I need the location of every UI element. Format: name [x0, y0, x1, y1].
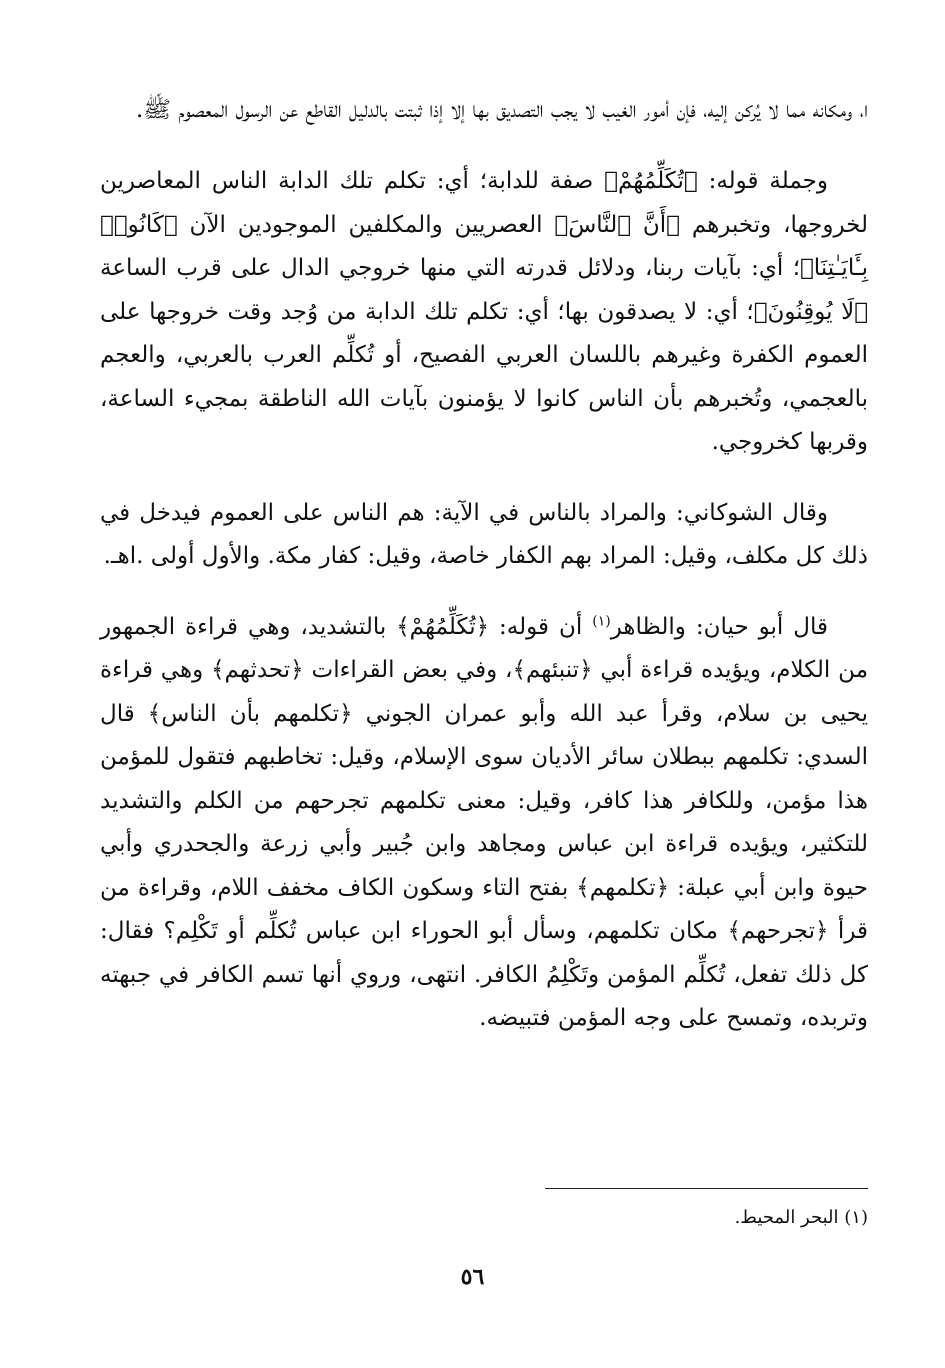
paragraph-1	[100, 88, 868, 133]
paragraph-3-line-1: وقال الشوكاني: والمراد بالناس في الآية: هم الناس على العموم فيدخل	[139, 499, 829, 526]
footnote	[468, 1205, 868, 1231]
paragraph-2-line-5: وُجد وقت خروجها على العموم الكفرة وغيرهم باللسان العربي الفصيح، أو تُكلِّم	[100, 298, 869, 368]
paragraph-4-line-9: وسأل أبو الحوراء ابن عباس تُكلِّم أو تَكْلِم؟ فقال: كل ذلك تفعل، تُكلِّم	[100, 918, 869, 988]
paragraph-4-line-11: على وجه المؤمن فتبيضه.	[479, 1005, 720, 1031]
paragraph-2-line-1: وجملة قوله: ﴿تُكَلِّمُهُمْ﴾ صفة للدابة؛ أي: تكلم تلك الدابة الناس	[211, 168, 828, 194]
paragraph-4-line-2: الجمهور من الكلام، ويؤيده قراءة أبي ﴿تنبئهم﴾، وفي بعض القراءات	[100, 613, 869, 683]
paragraph-4-line-10: المؤمن وتَكْلِمُ الكافر. انتهى، وروي أنها تسم الكافر في جبهته وتربده، وتمسح	[100, 961, 868, 1031]
paragraph-3-line-2: في ذلك كل مكلف، وقيل: المراد بهم الكفار خاصة، وقيل: كفار مكة. والأول	[100, 499, 868, 569]
paragraph-3	[100, 492, 868, 579]
paragraph-4-line-1a: قال أبو حيان: والظاهر	[610, 613, 828, 640]
paragraph-4-line-7: وابن جُبير وأبي زرعة والجحدري وأبي حيوة وابن أبي عبلة: ﴿تكلمهم﴾ بفتح	[100, 831, 869, 901]
footnote-text: البحر المحيط.	[734, 1207, 839, 1228]
paragraph-1-line-1: ا، ومكانه مما لا يُركن إليه، فإن أمور الغيب لا يجب التصديق بها إلا إذا ثبتت	[394, 97, 868, 123]
paragraph-4-line-3: ﴿تحدثهم﴾ وهي قراءة يحيى بن سلام، وقرأ عبد الله وأبو عمران الجوني	[100, 657, 869, 727]
paragraph-2-line-7: الله الناطقة بمجيء الساعة، وقربها كخروجي.	[100, 385, 868, 455]
paragraph-2	[100, 160, 868, 465]
paragraph-3-line-3: أولى .اهـ.	[103, 543, 195, 569]
paragraph-2-line-6: العرب بالعربي، والعجم بالعجمي، وتُخبرهم بأن الناس كانوا لا يؤمنون بآيات	[100, 342, 869, 412]
paragraph-4-line-6: تكلمهم تجرحهم من الكلم والتشديد للتكثير، ويؤيده قراءة ابن عباس ومجاهد	[100, 787, 869, 857]
paragraph-2-line-3: الآن ﴿كَانُوا۟ بِـَٔايَـٰتِنَا﴾؛ أي: بآيات ربنا، ودلائل قدرته التي منها خروجي الدال على	[100, 211, 868, 281]
footnote-marker: (١)	[844, 1207, 868, 1228]
paragraph-1-line-2: بالدليل القاطع عن الرسول المعصوم ﷺ.	[135, 97, 388, 123]
paragraph-2-line-2: المعاصرين لخروجها، وتخبرهم ﴿أَنَّ ٱلنَّاسَ﴾ العصريين والمكلفين الموجودين	[100, 168, 869, 238]
paragraph-2-line-4: قرب الساعة ﴿لَا يُوقِنُونَ﴾؛ أي: لا يصدقون بها؛ أي: تكلم تلك الدابة من	[100, 255, 869, 325]
footnote-divider	[545, 1188, 868, 1189]
paragraph-4-line-1b: أن قوله: ﴿تُكَلِّمُهُمْ﴾ بالتشديد، وهي قراءة	[185, 613, 583, 640]
paragraph-4-line-8: التاء وسكون الكاف مخفف اللام، وقراءة من قرأ ﴿تجرحهم﴾ مكان تكلمهم،	[100, 874, 869, 944]
paragraph-4	[100, 606, 868, 1041]
footnote-reference[interactable]: (١)	[592, 612, 611, 629]
page-number: ٥٦	[460, 1264, 485, 1290]
page-body	[100, 88, 868, 1041]
paragraph-4-line-5: وقيل: تخاطبهم فتقول للمؤمن هذا مؤمن، وللكافر هذا كافر، وقيل: معنى	[100, 744, 869, 814]
paragraph-4-line-4: ﴿تكلمهم بأن الناس﴾ قال السدي: تكلمهم ببطلان سائر الأديان سوى الإسلام،	[100, 700, 868, 770]
